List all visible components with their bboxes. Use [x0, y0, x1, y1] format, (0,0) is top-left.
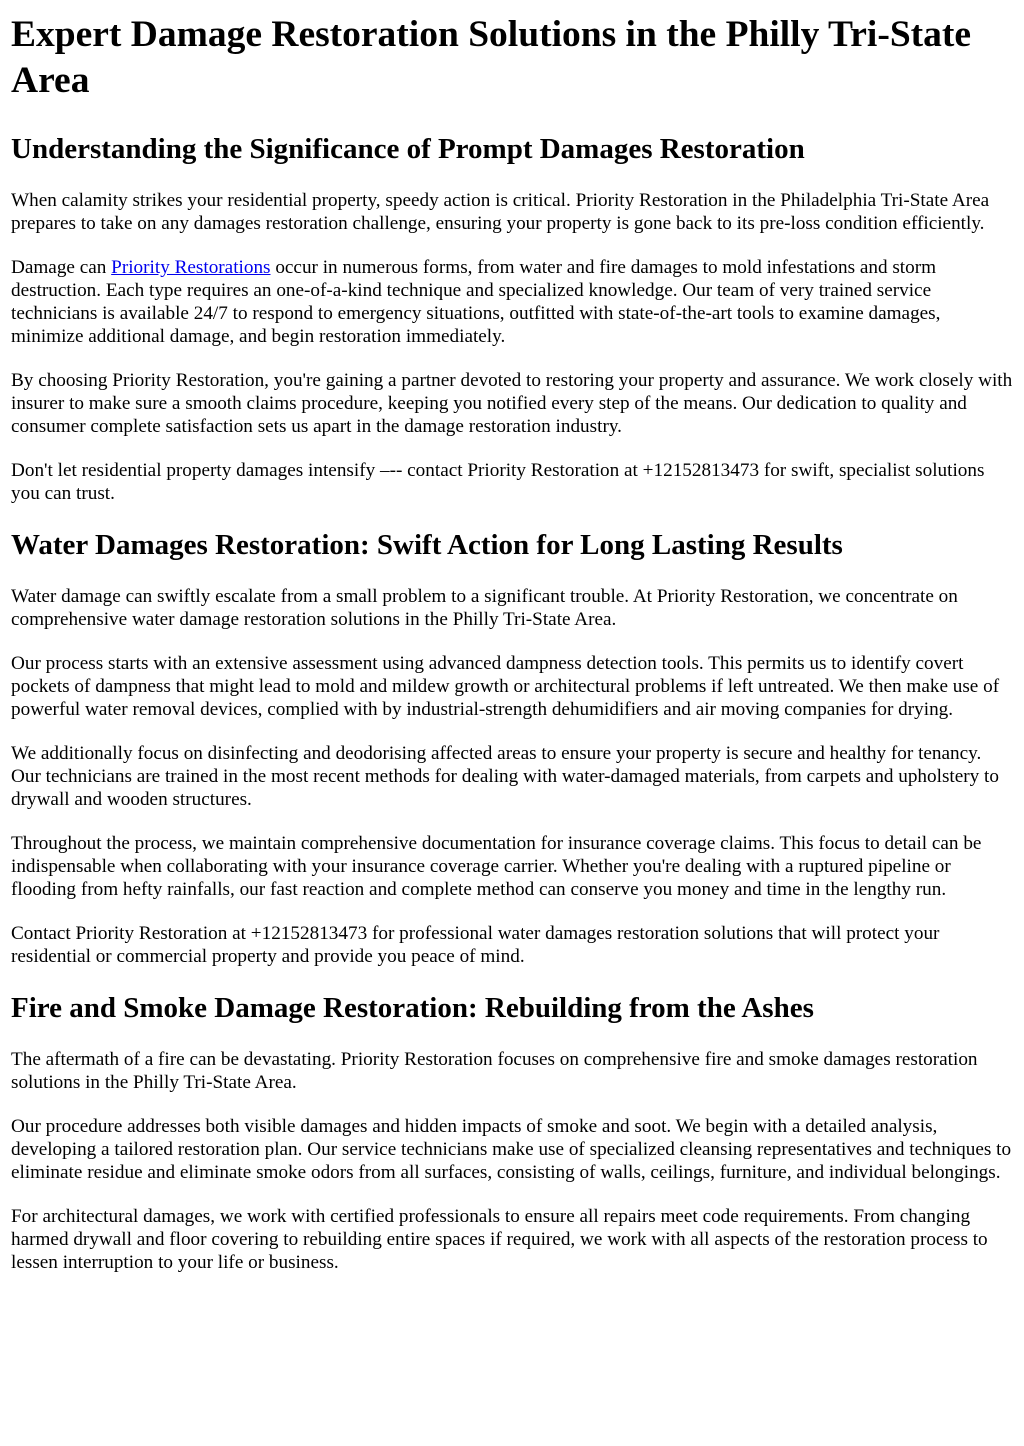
paragraph: When calamity strikes your residential property, speedy action is critical. Priority Restoration in the Philadelphia Tri-State Area prepares to take on any damages restoration challenge, ensuring your property is gone back to its pre-loss condition efficiently. — [11, 190, 990, 234]
paragraph: For architectural damages, we work with certified professionals to ensure all repairs meet code requirements. From changing harmed drywall and floor covering to rebuilding entire spaces if required, we work with all aspects of the restoration process to lessen interruption to your life or business. — [11, 1206, 988, 1273]
paragraph: Water damage can swiftly escalate from a small problem to a significant trouble. At Priority Restoration, we concentrate on comprehensive water damage restoration solutions in the Philly Tri-State Area. — [11, 586, 958, 630]
paragraph: The aftermath of a fire can be devastating. Priority Restoration focuses on comprehensive fire and smoke damages restoration solutions in the Philly Tri-State Area. — [11, 1049, 978, 1093]
section-heading-water-damage: Water Damages Restoration: Swift Action for Long Lasting Results — [11, 529, 843, 561]
paragraph-with-link — [11, 256, 1013, 348]
paragraph-text: Damage can — [11, 257, 112, 278]
section-heading-fire-smoke: Fire and Smoke Damage Restoration: Rebuilding from the Ashes — [11, 992, 814, 1024]
paragraph: Our process starts with an extensive assessment using advanced dampness detection tools. This permits us to identify covert pockets of dampness that might lead to mold and mildew growth or architectural problems if left untreated. We then make use of powerful water removal devices, complied with by industrial-strength dehumidifiers and air moving companies for drying. — [11, 653, 1000, 720]
paragraph: Throughout the process, we maintain comprehensive documentation for insurance coverage claims. This focus to detail can be indispensable when collaborating with your insurance coverage carrier. Whether you're dealing with a ruptured pipeline or flooding from hefty rainfalls, our fast reaction and complete method can conserve you money and time in the lengthy run. — [11, 833, 982, 900]
page-title: Expert Damage Restoration Solutions in the Philly Tri-State Area — [11, 14, 972, 101]
section-heading-prompt-restoration: Understanding the Significance of Prompt Damages Restoration — [11, 133, 805, 165]
paragraph-text: occur in numerous forms, from water and fire damages to mold infestations and storm destruction. Each type requires an one-of-a-kind technique and specialized knowledge. Our team of very trained service technicians is available 24/7 to respond to emergency situations, outfitted with state-of-the-art tools to examine damages, minimize additional damage, and begin restoration immediately. — [11, 257, 941, 347]
paragraph: Our procedure addresses both visible damages and hidden impacts of smoke and soot. We begin with a detailed analysis, developing a tailored restoration plan. Our service technicians make use of specialized cleansing representatives and techniques to eliminate residue and eliminate smoke odors from all surfaces, consisting of walls, ceilings, furniture, and individual belongings. — [11, 1116, 1012, 1183]
paragraph: Contact Priority Restoration at +12152813473 for professional water damages restoration solutions that will protect your residential or commercial property and provide you peace of mind. — [11, 923, 940, 967]
paragraph: By choosing Priority Restoration, you're gaining a partner devoted to restoring your property and assurance. We work closely with insurer to make sure a smooth claims procedure, keeping you notified every step of the means. Our dedication to quality and consumer complete satisfaction sets us apart in the damage restoration industry. — [11, 370, 1013, 437]
priority-restorations-link[interactable]: Priority Restorations — [111, 257, 271, 278]
paragraph: Don't let residential property damages intensify –-- contact Priority Restoration at +12152813473 for swift, specialist solutions you can trust. — [11, 460, 985, 504]
paragraph: We additionally focus on disinfecting and deodorising affected areas to ensure your property is secure and healthy for tenancy. Our technicians are trained in the most recent methods for dealing with water-damaged materials, from carpets and upholstery to drywall and wooden structures. — [11, 743, 999, 810]
